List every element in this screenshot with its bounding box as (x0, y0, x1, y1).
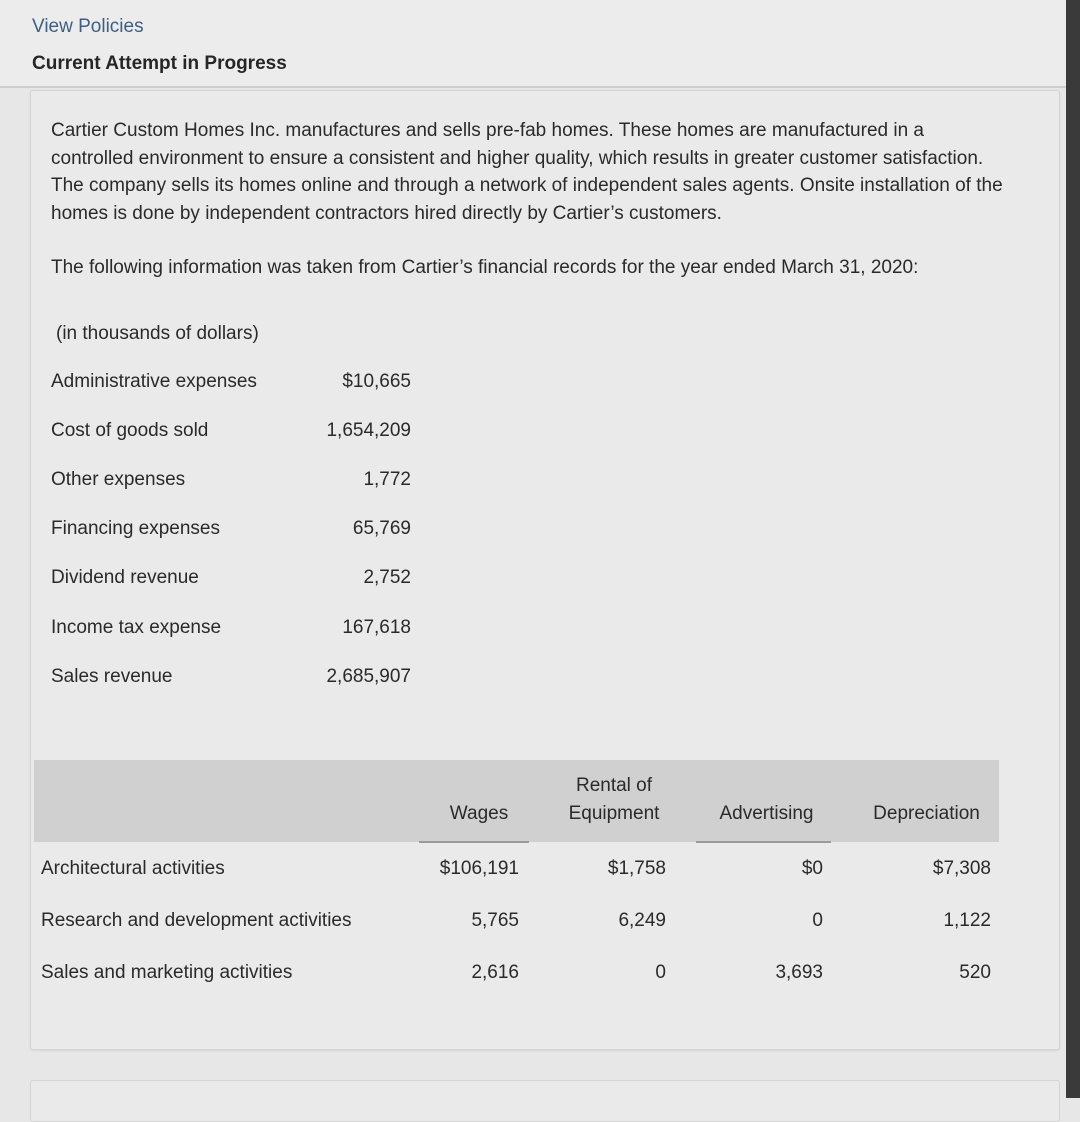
financial-label: Financing expenses (51, 518, 220, 539)
cell-wages: 5,765 (471, 910, 519, 931)
financial-value: 1,654,209 (326, 420, 411, 441)
view-policies-link[interactable]: View Policies (32, 16, 144, 37)
financial-value: $10,665 (342, 371, 411, 392)
financial-value: 167,618 (342, 617, 411, 638)
cell-wages: $106,191 (439, 858, 519, 879)
header-rental-line2: Equipment (568, 803, 660, 824)
financial-label: Dividend revenue (51, 567, 199, 588)
financial-value: 2,752 (363, 567, 411, 588)
attempt-status: Current Attempt in Progress (32, 53, 287, 74)
header-advertising: Advertising (719, 803, 814, 824)
problem-instruction: The following information was taken from Cartier’s financial records for the year ended March 31, 2020: (51, 257, 919, 278)
financial-label: Other expenses (51, 469, 186, 490)
expense-table-header (34, 760, 999, 842)
financial-row (51, 617, 411, 647)
table-row-label: Sales and marketing activities (41, 962, 293, 983)
cell-wages: 2,616 (471, 962, 519, 983)
table-row-label: Research and development activities (41, 910, 352, 931)
financial-label: Cost of goods sold (51, 420, 209, 441)
table-row-label: Architectural activities (41, 858, 225, 879)
financial-label: Income tax expense (51, 617, 222, 638)
financial-value: 65,769 (352, 518, 411, 539)
cell-advertising: 0 (812, 910, 823, 931)
financial-row (51, 518, 411, 548)
cell-depreciation: 1,122 (943, 910, 991, 931)
financial-row (51, 567, 411, 597)
cell-depreciation: 520 (959, 962, 991, 983)
financial-label: Administrative expenses (51, 371, 257, 392)
financial-label: Sales revenue (51, 666, 173, 687)
financial-row (51, 371, 411, 401)
screen-edge (1066, 0, 1080, 1098)
header-bar (0, 0, 1080, 88)
header-underline (419, 841, 529, 843)
cell-rental: $1,758 (607, 858, 666, 879)
financial-row (51, 666, 411, 696)
question-panel (30, 90, 1060, 1050)
financial-value: 1,772 (363, 469, 411, 490)
header-rental-line1: Rental of (575, 775, 653, 796)
financial-row (51, 420, 411, 450)
unit-label: (in thousands of dollars) (56, 323, 259, 344)
next-panel (30, 1080, 1060, 1122)
header-wages: Wages (449, 803, 509, 824)
cell-advertising: 3,693 (775, 962, 823, 983)
problem-description: Cartier Custom Homes Inc. manufactures and sells pre-fab homes. These homes are manufactured in a controlled environment to ensure a consistent and higher quality, which results in greater customer satisfaction. The company sells its homes online and through a network of independent sales agents. Onsite installation of the homes is done by independent contractors hired directly by Cartier’s customers. (51, 120, 1003, 224)
cell-advertising: $0 (801, 858, 823, 879)
cell-rental: 6,249 (618, 910, 666, 931)
cell-rental: 0 (655, 962, 666, 983)
header-underline (696, 841, 831, 843)
cell-depreciation: $7,308 (932, 858, 991, 879)
financial-row (51, 469, 411, 499)
header-depreciation: Depreciation (873, 803, 980, 824)
financial-value: 2,685,907 (326, 666, 411, 687)
